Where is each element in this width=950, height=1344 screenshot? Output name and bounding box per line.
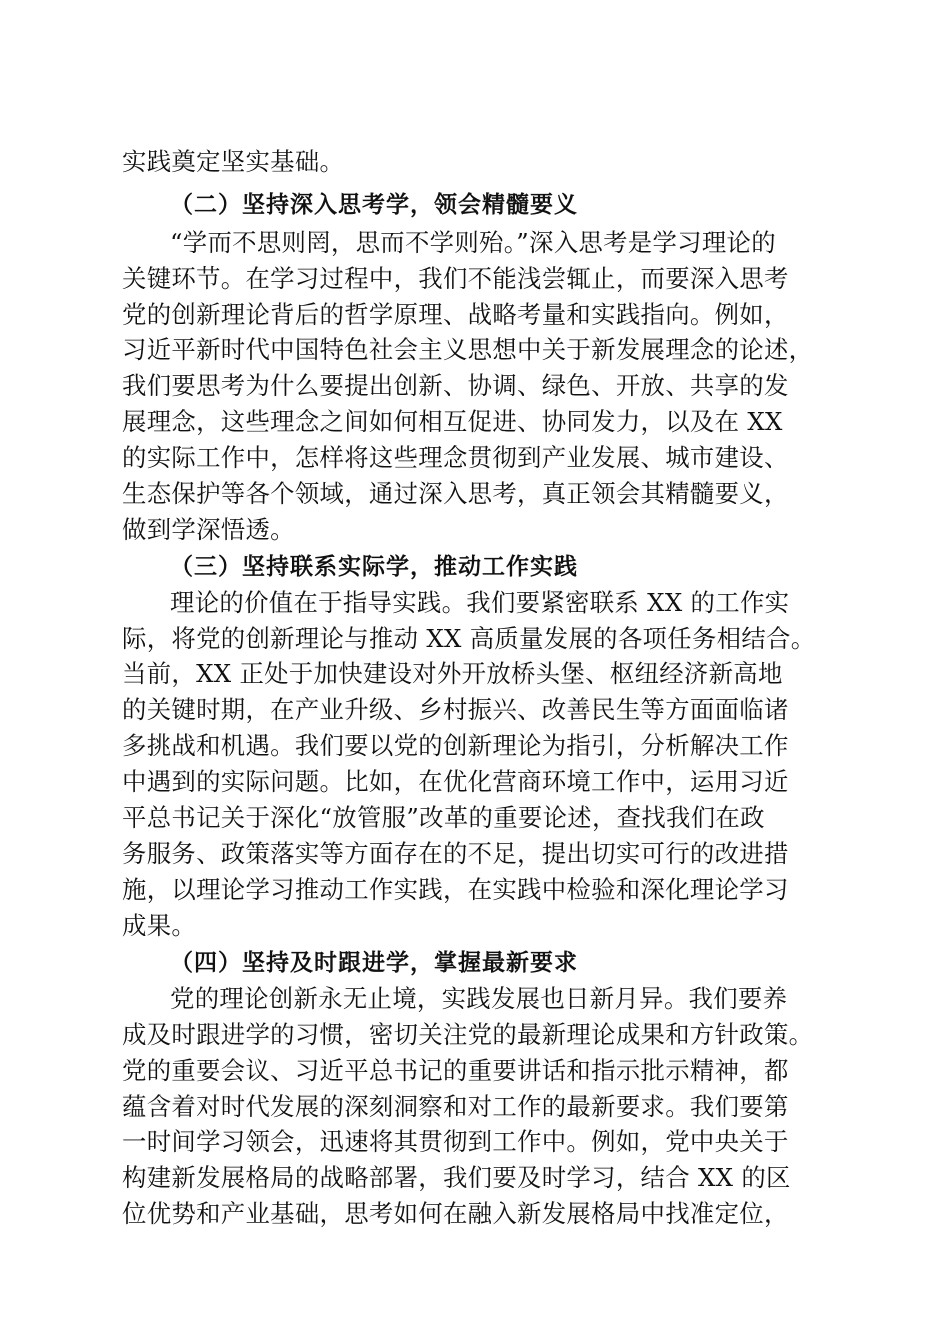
paragraph-line: 蕴含着对时代发展的深刻洞察和对工作的最新要求。我们要第 bbox=[122, 1092, 789, 1121]
paragraph-line: 理论的价值在于指导实践。我们要紧密联系 XX 的工作实 bbox=[170, 588, 790, 617]
paragraph-line: 成果。 bbox=[122, 911, 197, 940]
paragraph-line: 施，以理论学习推动工作实践，在实践中检验和深化理论学习 bbox=[122, 875, 789, 904]
section-heading-3: （三）坚持联系实际学，推动工作实践 bbox=[170, 554, 578, 580]
paragraph-line: 党的创新理论背后的哲学原理、战略考量和实践指向。例如， bbox=[122, 300, 789, 329]
paragraph-line: 多挑战和机遇。我们要以党的创新理论为指引，分析解决工作 bbox=[122, 731, 789, 760]
paragraph-line: 实践奠定坚实基础。 bbox=[122, 147, 345, 176]
paragraph-line: 成及时跟进学的习惯，密切关注党的最新理论成果和方针政策。 bbox=[122, 1020, 814, 1049]
section-heading-2: （二）坚持深入思考学，领会精髓要义 bbox=[170, 192, 578, 218]
paragraph-line: 位优势和产业基础，思考如何在融入新发展格局中找准定位， bbox=[122, 1199, 789, 1228]
paragraph-line: 党的理论创新永无止境，实践发展也日新月异。我们要养 bbox=[170, 984, 788, 1013]
paragraph-line: 一时间学习领会，迅速将其贯彻到工作中。例如，党中央关于 bbox=[122, 1127, 789, 1156]
paragraph-line: 平总书记关于深化“放管服”改革的重要论述，查找我们在政 bbox=[122, 803, 765, 832]
paragraph-line: 党的重要会议、习近平总书记的重要讲话和指示批示精神，都 bbox=[122, 1056, 789, 1085]
paragraph-line: “学而不思则罔，思而不学则殆。”深入思考是学习理论的 bbox=[170, 228, 776, 257]
section-heading-4: （四）坚持及时跟进学，掌握最新要求 bbox=[170, 950, 578, 976]
paragraph-line: 我们要思考为什么要提出创新、协调、绿色、开放、共享的发 bbox=[122, 371, 789, 400]
paragraph-line: 的实际工作中，怎样将这些理念贯彻到产业发展、城市建设、 bbox=[122, 443, 789, 472]
paragraph-line: 做到学深悟透。 bbox=[122, 515, 295, 544]
paragraph-line: 构建新发展格局的战略部署，我们要及时学习，结合 XX 的区 bbox=[122, 1163, 791, 1192]
paragraph-line: 务服务、政策落实等方面存在的不足，提出切实可行的改进措 bbox=[122, 839, 789, 868]
paragraph-line: 中遇到的实际问题。比如，在优化营商环境工作中，运用习近 bbox=[122, 767, 789, 796]
paragraph-line: 当前，XX 正处于加快建设对外开放桥头堡、枢纽经济新高地 bbox=[122, 659, 783, 688]
paragraph-line: 习近平新时代中国特色社会主义思想中关于新发展理念的论述， bbox=[122, 335, 814, 364]
paragraph-line: 生态保护等各个领域，通过深入思考，真正领会其精髓要义， bbox=[122, 479, 789, 508]
paragraph-line: 关键环节。在学习过程中，我们不能浅尝辄止，而要深入思考 bbox=[122, 264, 789, 293]
paragraph-line: 展理念，这些理念之间如何相互促进、协同发力，以及在 XX bbox=[122, 407, 783, 436]
paragraph-line: 际，将党的创新理论与推动 XX 高质量发展的各项任务相结合。 bbox=[122, 624, 816, 653]
paragraph-line: 的关键时期，在产业升级、乡村振兴、改善民生等方面面临诸 bbox=[122, 695, 789, 724]
